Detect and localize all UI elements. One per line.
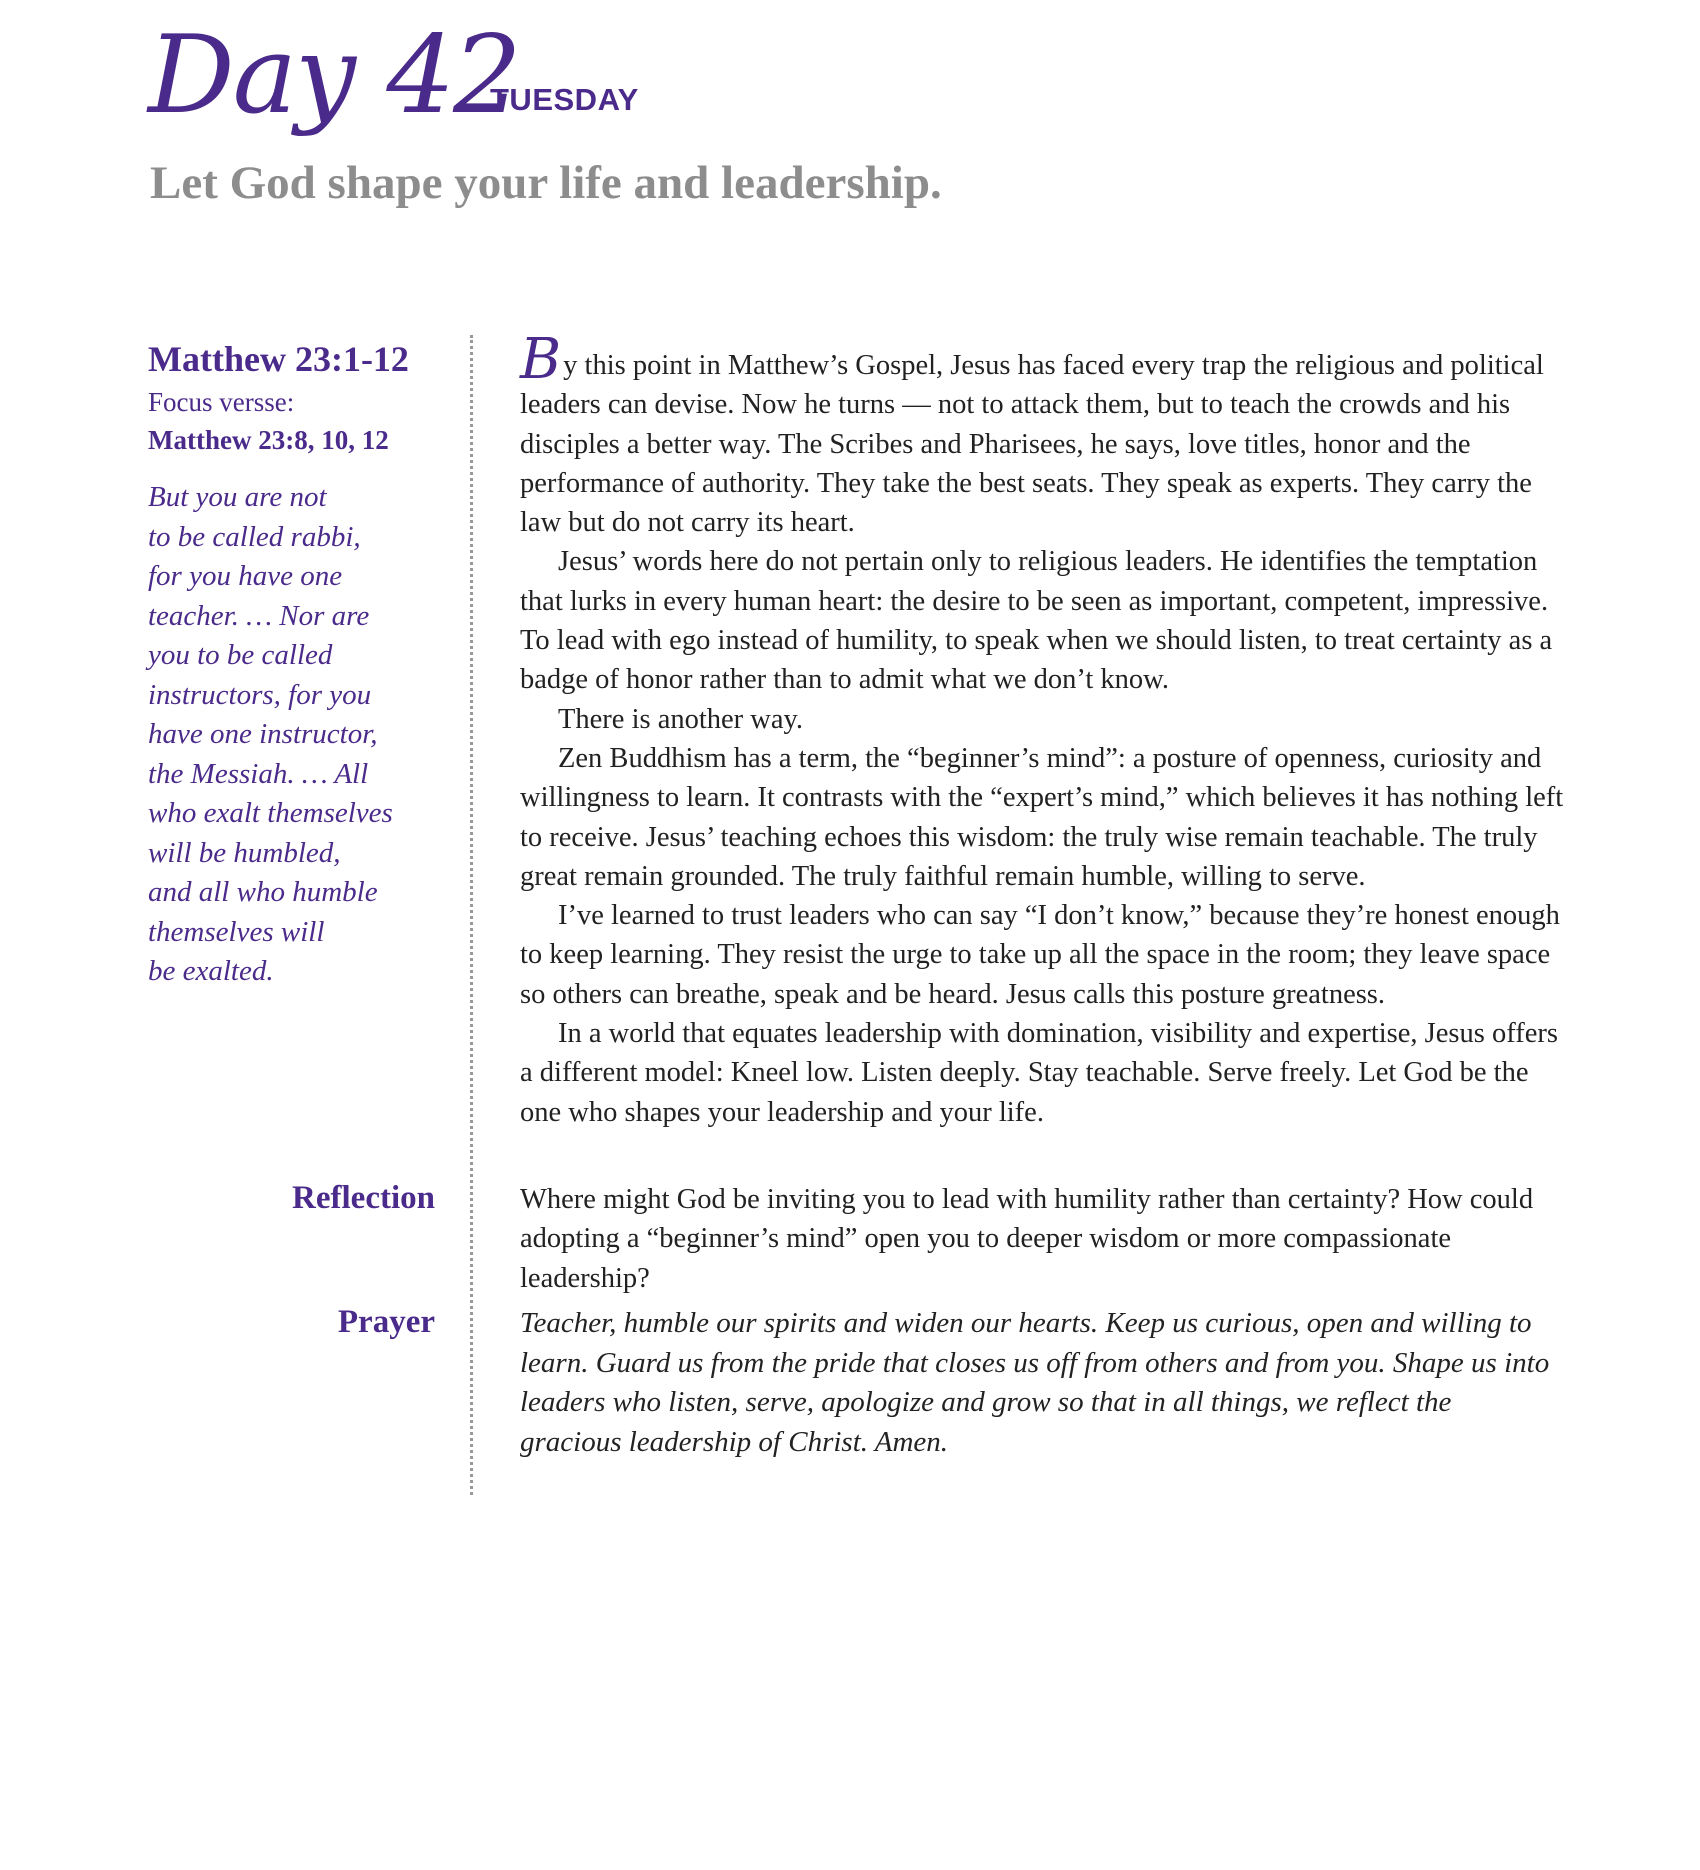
drop-cap-letter: B [520, 327, 562, 392]
weekday-label: TUESDAY [490, 82, 639, 117]
body-paragraph [520, 327, 1575, 542]
body-paragraph: Jesus’ words here do not pertain only to religious leaders. He identifies the temptation that lurks in every human heart: the desire to be seen as important, competent, impressive. To lead with ego instead of humility, to speak when we should listen, to treat certainty as a badge of honor rather than to admit what we don’t know. [520, 546, 1553, 696]
day-title: Day 42 [148, 13, 520, 138]
body-paragraph: There is another way. [558, 703, 804, 735]
body-paragraph: Zen Buddhism has a term, the “beginner’s mind”: a posture of openness, curiosity and willingness to learn. It contrasts with the “expert’s mind,” which believes it has nothing left to receive. Jesus’ teaching echoes this wisdom: the truly wise remain teachable. The truly great remain grounded. The truly faithful remain humble, willing to serve. [520, 742, 1564, 892]
scripture-sidebar [148, 340, 448, 992]
prayer-text: Teacher, humble our spirits and widen our hearts. Keep us curious, open and willing to learn. Guard us from the pride that closes us off from others and from you. Shape us into leaders who listen, serve, apologize and grow so that in all things, we reflect the gracious leadership of Christ. Amen. [520, 1307, 1550, 1458]
prayer-heading: Prayer [337, 1304, 435, 1340]
body-paragraph-text: y this point in Matthew’s Gospel, Jesus has faced every trap the religious and political leaders can devise. Now he turns — not to attack them, but to teach the crowds and his disciples a better way. The Scribes and Pharisees, he says, love titles, honor and the performance of authority. They take the best seats. They speak as experts. They carry the law but do not carry its heart. [520, 350, 1544, 539]
focus-verse-text: But you are not to be called rabbi, for you have one teacher. … Nor are you to be called instructors, for you have one instructor, the Messiah. … All who exalt themselves will be humbled, and all who humble themselves will be exalted. [148, 481, 393, 988]
dotted-divider [470, 335, 473, 1495]
reflection-text: Where might God be inviting you to lead with humility rather than certainty? How could adopting a “beginner’s mind” open you to deeper wisdom or more compassionate leadership? [520, 1184, 1534, 1294]
devotion-body [520, 327, 1575, 1132]
scripture-reference: Matthew 23:1-12 [148, 339, 409, 379]
page-subtitle: Let God shape your life and leadership. [150, 157, 942, 209]
body-paragraph: In a world that equates leadership with domination, visibility and expertise, Jesus offers a different model: Kneel low. Listen deeply. Stay teachable. Serve freely. Let God be the one who shapes your leadership and your life. [520, 1018, 1558, 1128]
body-paragraph: I’ve learned to trust leaders who can say “I don’t know,” because they’re honest enough to keep learning. They resist the urge to take up all the space in the room; they leave space so others can breathe, speak and be heard. Jesus calls this posture greatness. [520, 900, 1560, 1010]
focus-verse-reference: Matthew 23:8, 10, 12 [148, 424, 389, 455]
focus-verse-label: Focus versse: [148, 386, 295, 417]
reflection-heading: Reflection [292, 1180, 435, 1216]
